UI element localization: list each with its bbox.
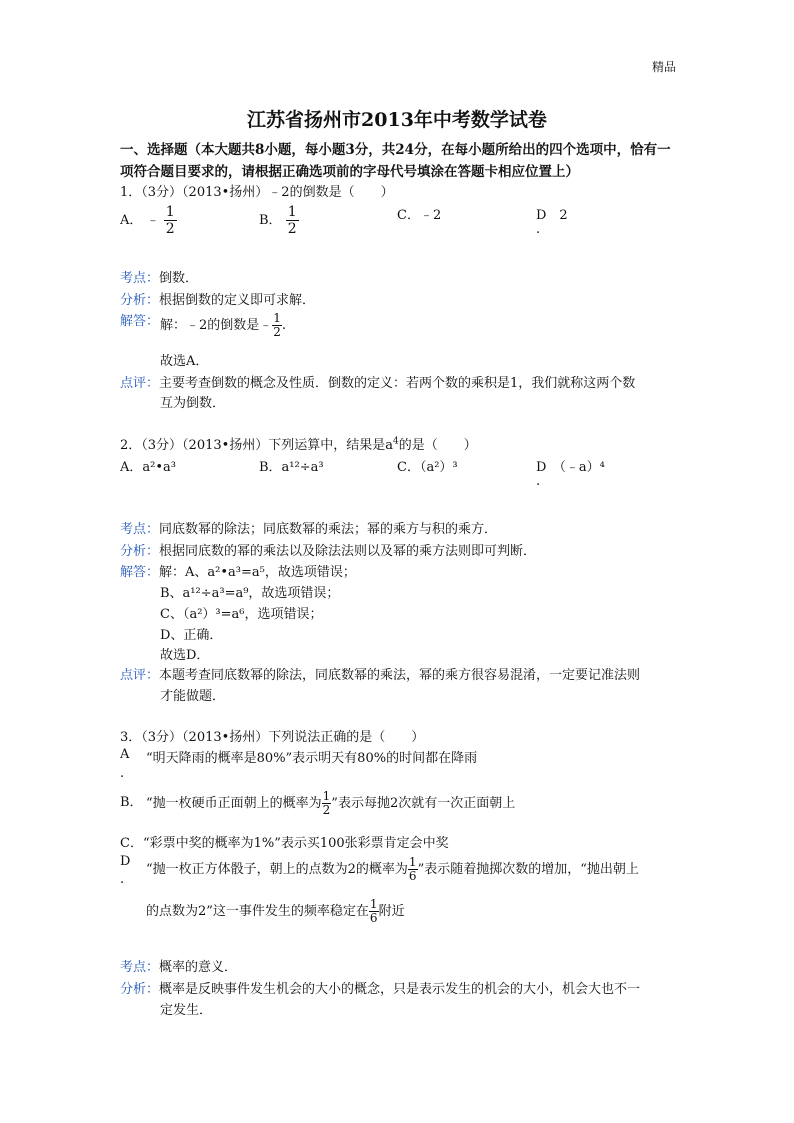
fraction-denominator: 2 [322, 803, 331, 817]
q3-option-d2-fraction [369, 898, 379, 925]
q3-fenxi [120, 978, 640, 997]
q2-jieda-line5: 故选D． [160, 648, 210, 663]
q3-option-a-letter: A [120, 747, 130, 762]
kaodian-label: 考点： [120, 271, 160, 286]
q1-stem: 1．（3分）（2013•扬州）﹣2的倒数是（ ） [120, 185, 394, 200]
q3-option-d-letter: D [120, 854, 131, 869]
q1-option-b-fraction [286, 204, 299, 237]
q2-fenxi-text: 根据同底数的幂的乘法以及除法法则以及幂的乘方法则即可判断． [159, 544, 537, 559]
q1-jieda-text: 解：﹣2的倒数是﹣ [160, 318, 273, 333]
fenxi-label: 分析： [120, 982, 160, 997]
q2-kaodian-text: 同底数幂的除法；同底数幂的乘法；幂的乘方与积的乘方． [159, 522, 498, 537]
q1-option-b [259, 204, 299, 237]
q3-option-d-post: ”表示随着抛掷次数的增加，“抛出朝上 [417, 862, 639, 877]
q1-option-a-letter: A． [120, 213, 143, 228]
fraction-numerator: 1 [165, 204, 175, 220]
q3-option-b-letter: B． [120, 795, 143, 810]
q1-jieda-period: . [281, 318, 287, 333]
fraction-numerator: 1 [369, 897, 378, 911]
q2-stem-text: 2．（3分）（2013•扬州）下列运算中，结果是a [120, 438, 394, 453]
q3-option-d-line1 [146, 856, 639, 883]
jieda-label: 解答： [120, 565, 160, 580]
kaodian-label: 考点： [120, 522, 160, 537]
q1-dianping-line2: 互为倒数． [160, 396, 226, 411]
q2-kaodian [120, 518, 497, 537]
q3-option-d-fraction [408, 856, 418, 883]
q3-option-d2-post: 附近 [378, 904, 405, 919]
q3-kaodian [120, 956, 237, 975]
jieda-label: 解答： [120, 314, 160, 329]
q3-option-a-dot: . [120, 766, 125, 781]
q1-option-d-dot: . [536, 222, 541, 237]
q1-kaodian-text: 倒数． [159, 271, 199, 286]
q2-dianping-line2: 才能做题． [160, 689, 226, 704]
fenxi-label: 分析： [120, 544, 160, 559]
q2-option-d: D （﹣a）⁴ [536, 460, 605, 475]
q1-dianping-text: 主要考查倒数的概念及性质．倒数的定义：若两个数的乘积是1，我们就称这两个数 [159, 376, 636, 391]
kaodian-label: 考点： [120, 960, 160, 975]
q2-stem-exponent: 4 [393, 436, 399, 447]
q2-dianping [120, 664, 640, 683]
q3-kaodian-text: 概率的意义． [159, 960, 238, 975]
q3-option-d-pre: “抛一枚正方体骰子，朝上的点数为2的概率为 [146, 862, 408, 877]
fraction-denominator: 6 [408, 869, 417, 883]
q1-option-d: D 2 [536, 208, 568, 223]
q1-fenxi [120, 289, 315, 308]
fraction-numerator: 1 [273, 311, 281, 325]
section-heading: 一、选择题（本大题共8小题，每小题3分，共24分，在每小题所给出的四个选项中，恰有一项符合题目要求的，请根据正确选项前的字母代号填涂在答题卡相应位置上） [120, 142, 671, 180]
q2-jieda-line2: B、a¹²÷a³=a⁹，故选项错误； [160, 586, 340, 601]
q1-jieda-line2: 故选A． [160, 354, 209, 369]
q1-option-b-letter: B． [259, 213, 282, 228]
fenxi-label: 分析： [120, 293, 160, 308]
q3-option-d2-pre: 的点数为2”这一事件发生的频率稳定在 [146, 904, 369, 919]
dianping-label: 点评： [120, 376, 160, 391]
q1-kaodian [120, 267, 198, 286]
q2-jieda-line1: 解：A、a²•a³=a⁵，故选项错误； [159, 565, 356, 580]
q3-fenxi-text: 概率是反映事件发生机会的大小的概念，只是表示发生的机会的大小，机会大也不一 [159, 982, 641, 997]
q2-option-b: B．a¹²÷a³ [259, 460, 324, 475]
dianping-label: 点评： [120, 668, 160, 683]
page-title: 江苏省扬州市2013年中考数学试卷 [247, 109, 547, 131]
q2-fenxi [120, 540, 536, 559]
fraction-denominator: 2 [165, 221, 175, 237]
fraction-numerator: 1 [408, 855, 417, 869]
q1-option-a [120, 204, 177, 237]
q3-stem: 3．（3分）（2013•扬州）下列说法正确的是（ ） [120, 730, 425, 745]
q1-jieda-line1 [160, 312, 286, 339]
q1-jieda-fraction [272, 312, 282, 339]
q3-option-a-text: “明天降雨的概率是80%”表示明天有80%的时间都在降雨 [146, 751, 478, 766]
q2-stem [120, 434, 477, 453]
q3-fenxi-line2: 定发生． [160, 1003, 213, 1018]
q2-option-d-dot: . [536, 474, 541, 489]
corner-mark: 精品 [652, 60, 677, 74]
fraction-numerator: 1 [287, 204, 297, 220]
fraction-denominator: 2 [273, 325, 281, 339]
q2-stem-tail: 的是（ ） [398, 438, 477, 453]
fraction-denominator: 2 [287, 221, 297, 237]
q2-dianping-text: 本题考查同底数幂的除法，同底数幂的乘法，幂的乘方很容易混淆，一定要记准法则 [159, 668, 641, 683]
q2-jieda-line4: D、正确． [160, 628, 223, 643]
q3-option-b-pre: “抛一枚硬币正面朝上的概率为 [146, 796, 322, 811]
q3-option-c: C．“彩票中奖的概率为1%”表示买100张彩票肯定会中奖 [120, 836, 449, 851]
q1-fenxi-text: 根据倒数的定义即可求解． [159, 293, 316, 308]
q3-option-b-text [146, 790, 515, 817]
q3-option-d-line2 [146, 898, 405, 925]
q1-option-a-sign: ﹣ [146, 213, 160, 228]
q3-option-b-fraction [322, 790, 332, 817]
fraction-denominator: 6 [369, 911, 378, 925]
q2-option-a: A．a²•a³ [120, 460, 176, 475]
q1-dianping [120, 372, 635, 391]
q3-option-b-post: ”表示每抛2次就有一次正面朝上 [331, 796, 516, 811]
q1-option-a-fraction [164, 204, 177, 237]
q2-jieda [120, 561, 356, 580]
fraction-numerator: 1 [322, 789, 331, 803]
q2-jieda-line3: C、（a²）³=a⁶，选项错误； [160, 607, 323, 622]
q1-option-c: C．﹣2 [397, 208, 442, 223]
q2-option-c: C．（a²）³ [397, 460, 458, 475]
q3-option-d-dot: . [120, 872, 125, 887]
